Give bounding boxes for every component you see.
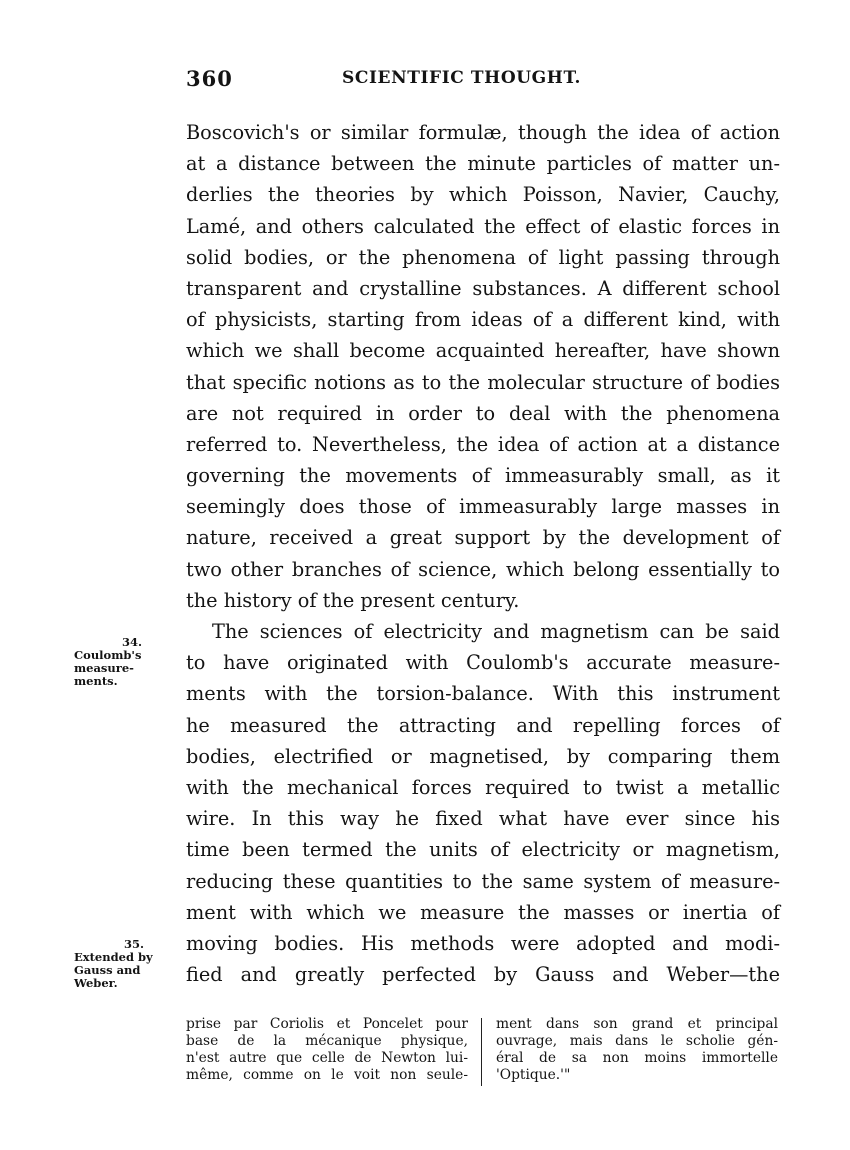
body-line: reducing these quantities to the same system of measure- [186,869,780,893]
footnote-line: même, comme on le voit non seule- [186,1067,468,1083]
body-line: time been termed the units of electricity or magnetism, [186,838,780,862]
footnote-column-left [186,1016,468,1084]
footnote-line: 'Optique.'" [496,1067,571,1083]
body-line: seemingly does those of immeasurably large masses in [186,495,780,519]
sidenote-number: 34. [122,635,143,649]
sidenote-line: measure- [74,661,134,675]
footnotes [186,1016,780,1096]
body-line: he measured the attracting and repelling forces of [186,713,780,737]
body-line: nature, received a great support by the development of [186,526,780,550]
body-line: Boscovich's or similar formulæ, though the idea of action [186,121,780,144]
body-line: transparent and crystalline substances. A different school [186,276,780,300]
body-line: wire. In this way he fixed what have ever since his [186,807,780,831]
body-line: that specific notions as to the molecular structure of bodies [186,370,780,394]
body-line: with the mechanical forces required to twist a metallic [186,775,780,799]
footnote-line: n'est autre que celle de Newton lui- [186,1050,468,1066]
body-line: ments with the torsion-balance. With this instrument [186,682,780,706]
body-line: solid bodies, or the phenomena of light passing through [186,245,780,269]
footnote-line: ment dans son grand et principal [496,1016,778,1032]
body-line: bodies, electrified or magnetised, by comparing them [186,744,780,768]
body-line-paragraph-start: The sciences of electricity and magnetism can be said [212,620,780,643]
footnote-column-right [496,1016,778,1084]
sidenote-gauss-weber [74,938,178,990]
body-line: derlies the theories by which Poisson, Navier, Cauchy, [186,183,780,207]
body-text [186,117,780,990]
sidenote-line: ments. [74,674,118,688]
footnote-line: prise par Coriolis et Poncelet pour [186,1016,468,1032]
running-title: SCIENTIFIC THOUGHT. [342,68,582,88]
body-line: the history of the present century. [186,588,520,612]
body-line: referred to. Nevertheless, the idea of action at a distance [186,432,780,456]
footnote-column-divider [481,1018,482,1086]
running-header [186,66,776,96]
sidenote-line: Gauss and [74,963,141,977]
sidenote-line: Extended by [74,950,153,964]
body-line: ment with which we measure the masses or inertia of [186,900,780,924]
sidenote-coulomb [74,636,178,688]
body-line: two other branches of science, which belong essentially to [186,557,780,581]
body-line: to have originated with Coulomb's accurate measure- [186,651,780,675]
body-line: Lamé, and others calculated the effect of elastic forces in [186,214,780,238]
body-line: moving bodies. His methods were adopted and modi- [186,931,780,955]
body-line: governing the movements of immeasurably small, as it [186,464,780,488]
body-line: which we shall become acquainted hereafter, have shown [186,339,780,363]
body-line: of physicists, starting from ideas of a different kind, with [186,308,780,332]
page-number: 360 [186,66,233,91]
footnote-line: ouvrage, mais dans le scholie gén- [496,1033,778,1049]
sidenote-line: Weber. [74,976,118,990]
body-line: at a distance between the minute particles of matter un- [186,152,780,176]
sidenote-line: Coulomb's [74,648,142,662]
body-line: fied and greatly perfected by Gauss and Weber—the [186,963,780,987]
body-line: are not required in order to deal with the phenomena [186,401,780,425]
sidenote-number: 35. [124,937,145,951]
footnote-line: base de la mécanique physique, [186,1033,468,1049]
footnote-line: éral de sa non moins immortelle [496,1050,778,1066]
